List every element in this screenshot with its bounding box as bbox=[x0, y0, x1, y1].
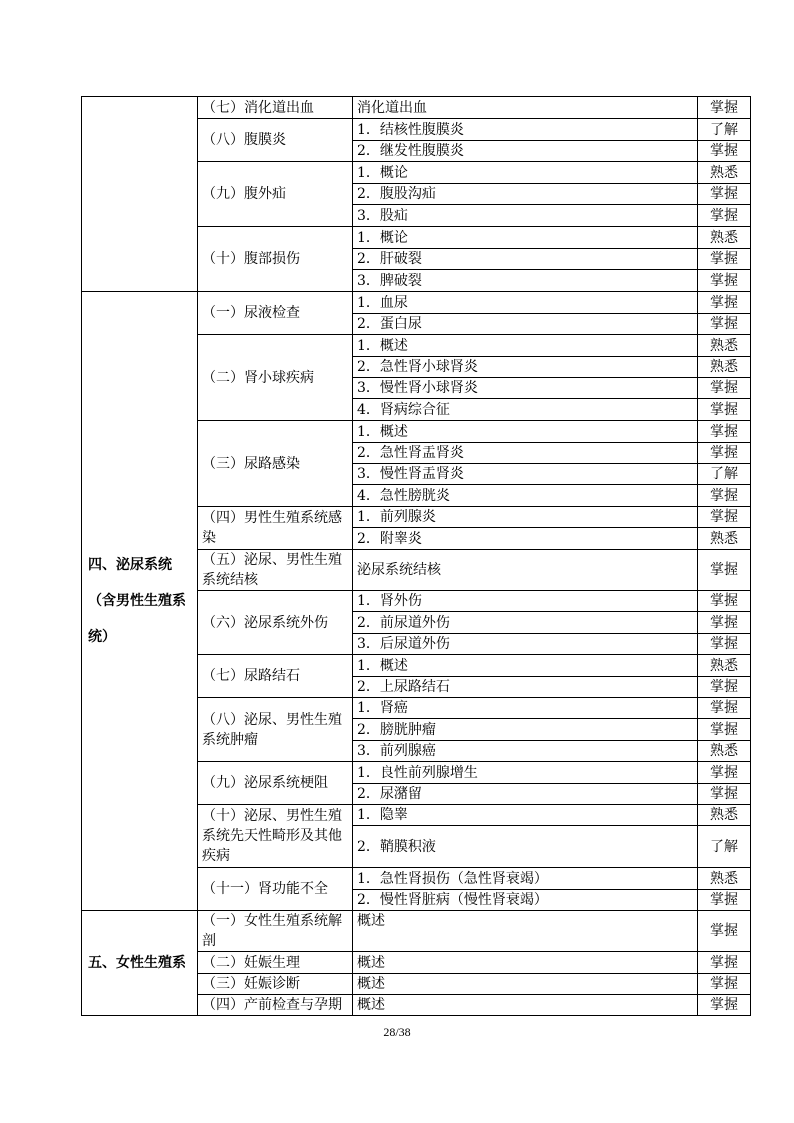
unit-title: 五、女性生殖系 bbox=[82, 911, 198, 1016]
mastery-level: 掌握 bbox=[698, 719, 751, 741]
mastery-level: 掌握 bbox=[698, 141, 751, 162]
item-detail: 3．慢性肾盂肾炎 bbox=[353, 464, 698, 485]
table-row bbox=[82, 292, 751, 314]
item-detail: 2．尿潴留 bbox=[353, 784, 698, 805]
unit-title: 四、泌尿系统（含男性生殖系统） bbox=[82, 292, 198, 911]
item-detail: 1．概述 bbox=[353, 421, 698, 443]
mastery-level: 了解 bbox=[698, 119, 751, 141]
item-detail: 2．鞘膜积液 bbox=[353, 826, 698, 868]
item-detail: 1．结核性腹膜炎 bbox=[353, 119, 698, 141]
item-detail: 1．肾外伤 bbox=[353, 591, 698, 612]
mastery-level: 掌握 bbox=[698, 292, 751, 314]
topic-title: （七）消化道出血 bbox=[198, 97, 353, 119]
topic-title: （二）妊娠生理 bbox=[198, 952, 353, 974]
item-detail: 1．急性肾损伤（急性肾衰竭） bbox=[353, 868, 698, 890]
topic-title: （八）腹膜炎 bbox=[198, 119, 353, 162]
topic-title: （十一）肾功能不全 bbox=[198, 868, 353, 911]
topic-title: （四）男性生殖系统感染 bbox=[198, 507, 353, 550]
mastery-level: 掌握 bbox=[698, 443, 751, 464]
item-detail: 2．上尿路结石 bbox=[353, 677, 698, 698]
mastery-level: 掌握 bbox=[698, 249, 751, 270]
topic-title: （八）泌尿、男性生殖系统肿瘤 bbox=[198, 698, 353, 762]
item-detail: 概述 bbox=[353, 911, 698, 952]
item-detail: 概述 bbox=[353, 974, 698, 995]
item-detail: 2．前尿道外伤 bbox=[353, 612, 698, 634]
item-detail: 2．急性肾小球肾炎 bbox=[353, 357, 698, 378]
mastery-level: 熟悉 bbox=[698, 227, 751, 249]
topic-title: （四）产前检查与孕期 bbox=[198, 995, 353, 1016]
item-detail: 2．继发性腹膜炎 bbox=[353, 141, 698, 162]
item-detail: 1．概论 bbox=[353, 162, 698, 184]
item-detail: 1．隐睾 bbox=[353, 805, 698, 826]
mastery-level: 掌握 bbox=[698, 698, 751, 719]
item-detail: 概述 bbox=[353, 952, 698, 974]
mastery-level: 掌握 bbox=[698, 952, 751, 974]
topic-title: （十）泌尿、男性生殖系统先天性畸形及其他疾病 bbox=[198, 805, 353, 868]
mastery-level: 掌握 bbox=[698, 97, 751, 119]
mastery-level: 掌握 bbox=[698, 399, 751, 421]
topic-title: （六）泌尿系统外伤 bbox=[198, 591, 353, 655]
mastery-level: 掌握 bbox=[698, 784, 751, 805]
mastery-level: 了解 bbox=[698, 826, 751, 868]
mastery-level: 掌握 bbox=[698, 485, 751, 507]
mastery-level: 掌握 bbox=[698, 974, 751, 995]
mastery-level: 掌握 bbox=[698, 995, 751, 1016]
item-detail: 2．慢性肾脏病（慢性肾衰竭） bbox=[353, 890, 698, 911]
item-detail: 泌尿系统结核 bbox=[353, 550, 698, 591]
item-detail: 1．概论 bbox=[353, 227, 698, 249]
mastery-level: 掌握 bbox=[698, 421, 751, 443]
mastery-level: 掌握 bbox=[698, 184, 751, 205]
mastery-level: 掌握 bbox=[698, 205, 751, 227]
mastery-level: 熟悉 bbox=[698, 741, 751, 762]
mastery-level: 掌握 bbox=[698, 314, 751, 335]
mastery-level: 掌握 bbox=[698, 378, 751, 399]
table-row bbox=[82, 911, 751, 952]
mastery-level: 熟悉 bbox=[698, 805, 751, 826]
item-detail: 3．前列腺癌 bbox=[353, 741, 698, 762]
item-detail: 3．慢性肾小球肾炎 bbox=[353, 378, 698, 399]
item-detail: 1．概述 bbox=[353, 335, 698, 357]
mastery-level: 熟悉 bbox=[698, 335, 751, 357]
topic-title: （五）泌尿、男性生殖系统结核 bbox=[198, 550, 353, 591]
item-detail: 4．肾病综合征 bbox=[353, 399, 698, 421]
item-detail: 3．脾破裂 bbox=[353, 270, 698, 292]
mastery-level: 掌握 bbox=[698, 550, 751, 591]
unit-title bbox=[82, 97, 198, 292]
topic-title: （十）腹部损伤 bbox=[198, 227, 353, 292]
mastery-level: 掌握 bbox=[698, 591, 751, 612]
item-detail: 1．肾癌 bbox=[353, 698, 698, 719]
mastery-level: 了解 bbox=[698, 464, 751, 485]
item-detail: 4．急性膀胱炎 bbox=[353, 485, 698, 507]
item-detail: 1．前列腺炎 bbox=[353, 507, 698, 528]
mastery-level: 熟悉 bbox=[698, 655, 751, 677]
topic-title: （一）女性生殖系统解剖 bbox=[198, 911, 353, 952]
item-detail: 3．后尿道外伤 bbox=[353, 634, 698, 655]
item-detail: 2．腹股沟疝 bbox=[353, 184, 698, 205]
mastery-level: 掌握 bbox=[698, 762, 751, 784]
item-detail: 2．膀胱肿瘤 bbox=[353, 719, 698, 741]
mastery-level: 熟悉 bbox=[698, 528, 751, 550]
item-detail: 3．股疝 bbox=[353, 205, 698, 227]
mastery-level: 熟悉 bbox=[698, 162, 751, 184]
topic-title: （三）尿路感染 bbox=[198, 421, 353, 507]
item-detail: 1．概述 bbox=[353, 655, 698, 677]
item-detail: 2．附睾炎 bbox=[353, 528, 698, 550]
item-detail: 2．肝破裂 bbox=[353, 249, 698, 270]
syllabus-table bbox=[81, 96, 751, 1016]
item-detail: 2．蛋白尿 bbox=[353, 314, 698, 335]
mastery-level: 熟悉 bbox=[698, 357, 751, 378]
topic-title: （七）尿路结石 bbox=[198, 655, 353, 698]
topic-title: （九）泌尿系统梗阻 bbox=[198, 762, 353, 805]
item-detail: 消化道出血 bbox=[353, 97, 698, 119]
mastery-level: 掌握 bbox=[698, 507, 751, 528]
item-detail: 1．良性前列腺增生 bbox=[353, 762, 698, 784]
mastery-level: 掌握 bbox=[698, 612, 751, 634]
mastery-level: 掌握 bbox=[698, 890, 751, 911]
mastery-level: 掌握 bbox=[698, 911, 751, 952]
topic-title: （二）肾小球疾病 bbox=[198, 335, 353, 421]
item-detail: 概述 bbox=[353, 995, 698, 1016]
mastery-level: 掌握 bbox=[698, 634, 751, 655]
item-detail: 1．血尿 bbox=[353, 292, 698, 314]
mastery-level: 掌握 bbox=[698, 270, 751, 292]
mastery-level: 掌握 bbox=[698, 677, 751, 698]
item-detail: 2．急性肾盂肾炎 bbox=[353, 443, 698, 464]
topic-title: （九）腹外疝 bbox=[198, 162, 353, 227]
table-row bbox=[82, 97, 751, 119]
page-number: 28/38 bbox=[383, 1025, 411, 1039]
mastery-level: 熟悉 bbox=[698, 868, 751, 890]
topic-title: （一）尿液检查 bbox=[198, 292, 353, 335]
syllabus-body bbox=[82, 97, 751, 1016]
topic-title: （三）妊娠诊断 bbox=[198, 974, 353, 995]
